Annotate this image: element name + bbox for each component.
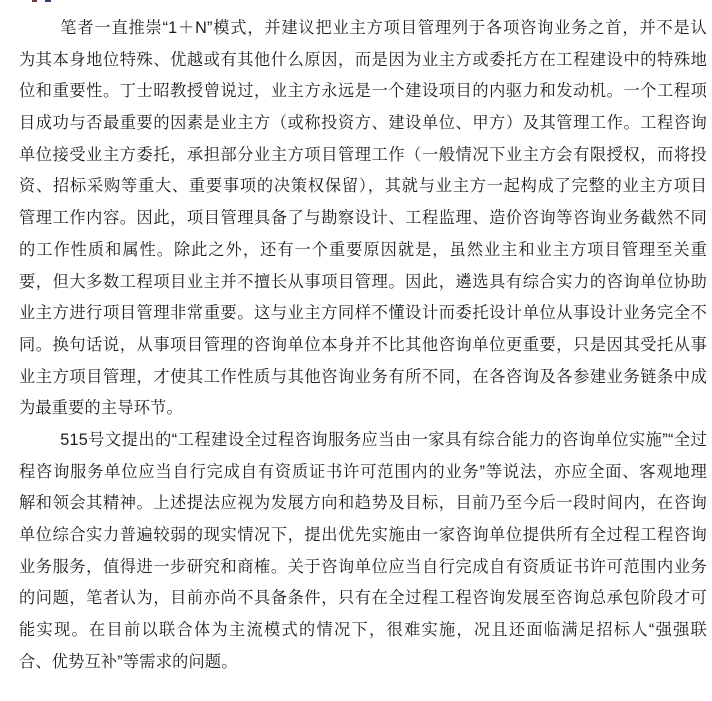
text-line: 位和重要性。丁士昭教授曾说过，业主方永远是一个建设项目的内驱力和发动机。一个工程项 xyxy=(19,82,707,101)
text-line: 笔者一直推崇“1＋N”模式，并建议把业主方项目管理列于各项咨询业务之首，并不是认 xyxy=(60,19,707,37)
text-line: 要，但大多数工程项目业主并不擅长从事项目管理。因此，遴选具有综合实力的咨询单位协助 xyxy=(19,272,707,291)
clipped-glyph-fragment xyxy=(32,0,37,2)
text-line: 管理工作内容。因此，项目管理具备了与勘察设计、工程监理、造价咨询等咨询业务截然不同 xyxy=(19,209,707,228)
text-line: 业主方进行项目管理非常重要。这与业主方同样不懂设计而委托设计单位从事设计业务完全不 xyxy=(19,304,707,323)
text-line: 解和领会其精神。上述提法应视为发展方向和趋势及目标，目前乃至今后一段时间内，在咨询 xyxy=(19,494,707,513)
text-line: 业务服务，值得进一步研究和商榷。关于咨询单位应当自行完成自有资质证书许可范围内业务 xyxy=(19,557,707,576)
text-line: 的问题，笔者认为，目前亦尚不具备条件，只有在全过程工程咨询发展至咨询总承包阶段才可 xyxy=(19,589,707,608)
text-line: 能实现。在目前以联合体为主流模式的情况下，很难实施，况且还面临满足招标人“强强联 xyxy=(19,621,707,640)
text-line: 为其本身地位特殊、优越或有其他什么原因，而是因为业主方或委托方在工程建设中的特殊地 xyxy=(19,50,707,69)
text-line: 业主方项目管理，才使其工作性质与其他咨询业务有所不同，在各咨询及各参建业务链条中成 xyxy=(19,367,707,386)
text-line: 程咨询服务单位应当自行完成自有资质证书许可范围内的业务”等说法，亦应全面、客观地理 xyxy=(19,462,707,481)
clipped-glyph-fragment xyxy=(45,0,51,2)
text-line: 合、优势互补”等需求的问题。 xyxy=(19,652,238,671)
text-line: 515号文提出的“工程建设全过程咨询服务应当由一家具有综合能力的咨询单位实施”“全过 xyxy=(60,430,707,449)
text-line: 目成功与否最重要的因素是业主方（或称投资方、建设单位、甲方）及其管理工作。工程咨询 xyxy=(19,114,707,133)
text-line: 为最重要的主导环节。 xyxy=(19,399,183,418)
text-line: 资、招标采购等重大、重要事项的决策权保留），其就与业主方一起构成了完整的业主方项目 xyxy=(19,177,707,196)
paragraph xyxy=(19,425,707,679)
text-line: 的工作性质和属性。除此之外，还有一个重要原因就是，虽然业主和业主方项目管理至关重 xyxy=(19,240,707,259)
text-line: 单位综合实力普遍较弱的现实情况下，提出优先实施由一家咨询单位提供所有全过程工程咨询 xyxy=(19,526,707,544)
document-text-body xyxy=(19,13,707,678)
text-line: 单位接受业主方委托，承担部分业主方项目管理工作（一般情况下业主方会有限授权，而将投 xyxy=(19,145,707,164)
paragraph xyxy=(19,13,707,425)
text-line: 同。换句话说，从事项目管理的咨询单位本身并不比其他咨询单位更重要，只是因其受托从事 xyxy=(19,335,707,354)
